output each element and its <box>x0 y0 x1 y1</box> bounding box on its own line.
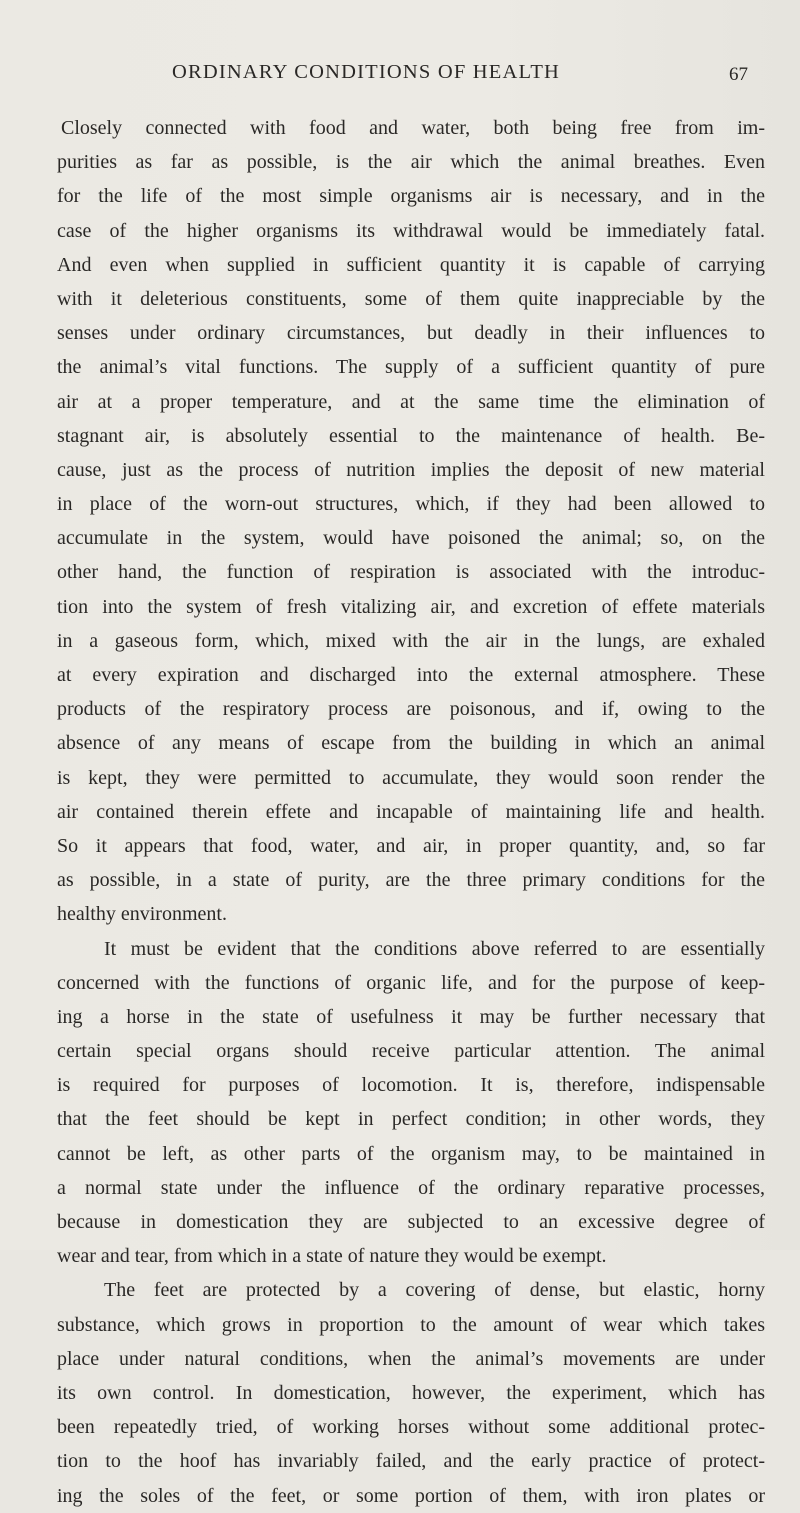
text-line: ing a horse in the state of usefulness it may be further necessary that <box>57 1005 765 1028</box>
text-line: wear and tear, from which in a state of nature they would be exempt. <box>57 1245 607 1268</box>
text-line: products of the respiratory process are poisonous, and if, owing to the <box>57 698 765 721</box>
text-line: the animal’s vital functions. The supply of a sufficient quantity of pure <box>57 356 765 379</box>
text-line: air at a proper temperature, and at the same time the elimination of <box>57 390 765 413</box>
text-line: senses under ordinary circumstances, but deadly in their influences to <box>57 322 765 345</box>
text-line: its own control. In domestication, however, the experiment, which has <box>57 1381 765 1404</box>
text-line: absence of any means of escape from the building in which an animal <box>57 732 765 755</box>
text-line: ing the soles of the feet, or some portion of them, with iron plates or <box>57 1484 765 1507</box>
text-line: And even when supplied in sufficient quantity it is capable of carrying <box>57 253 765 276</box>
text-line: substance, which grows in proportion to the amount of wear which takes <box>57 1313 765 1336</box>
text-line: stagnant air, is absolutely essential to the maintenance of health. Be- <box>57 424 765 447</box>
text-line: place under natural conditions, when the animal’s movements are under <box>57 1347 765 1370</box>
text-line: in a gaseous form, which, mixed with the air in the lungs, are exhaled <box>57 629 765 652</box>
text-line: that the feet should be kept in perfect condition; in other words, they <box>57 1108 765 1131</box>
text-line: air contained therein effete and incapable of maintaining life and health. <box>57 800 765 823</box>
text-line: certain special organs should receive particular attention. The animal <box>57 1040 765 1063</box>
text-line: case of the higher organisms its withdrawal would be immediately fatal. <box>57 219 765 242</box>
text-line: tion into the system of fresh vitalizing air, and excretion of effete materials <box>57 595 765 618</box>
text-line: other hand, the function of respiration is associated with the introduc- <box>57 561 765 584</box>
text-line: cannot be left, as other parts of the organism may, to be maintained in <box>57 1142 765 1165</box>
text-line: The feet are protected by a covering of dense, but elastic, horny <box>104 1279 765 1302</box>
text-line: is kept, they were permitted to accumulate, they would soon render the <box>57 766 765 789</box>
text-line: healthy environment. <box>57 903 227 926</box>
text-line: is required for purposes of locomotion. It is, therefore, indispensable <box>57 1074 765 1097</box>
text-line: been repeatedly tried, of working horses without some additional protec- <box>57 1416 765 1439</box>
text-line: at every expiration and discharged into the external atmosphere. These <box>57 664 765 686</box>
text-line: a normal state under the influence of the ordinary reparative processes, <box>57 1176 765 1199</box>
text-line: cause, just as the process of nutrition implies the deposit of new material <box>57 458 765 481</box>
text-line: for the life of the most simple organisms air is necessary, and in the <box>57 185 765 208</box>
text-line: So it appears that food, water, and air, in proper quantity, and, so far <box>57 834 765 857</box>
text-line: because in domestication they are subjected to an excessive degree of <box>57 1211 765 1233</box>
text-line: Closely connected with food and water, both being free from im- <box>61 117 765 139</box>
text-line: purities as far as possible, is the air which the animal breathes. Even <box>57 151 765 174</box>
page-number: 67 <box>729 64 748 85</box>
running-title: ORDINARY CONDITIONS OF HEALTH <box>172 61 561 83</box>
text-line: It must be evident that the conditions above referred to are essentially <box>104 937 765 960</box>
text-line: as possible, in a state of purity, are the three primary conditions for the <box>57 869 765 892</box>
text-line: accumulate in the system, would have poisoned the animal; so, on the <box>57 527 765 550</box>
text-line: in place of the worn-out structures, which, if they had been allowed to <box>57 493 765 516</box>
running-head <box>0 61 800 91</box>
text-line: concerned with the functions of organic life, and for the purpose of keep- <box>57 971 765 994</box>
text-line: with it deleterious constituents, some of them quite inappreciable by the <box>57 287 765 310</box>
body-text <box>57 111 765 1513</box>
text-line: tion to the hoof has invariably failed, and the early practice of protect- <box>57 1450 765 1473</box>
